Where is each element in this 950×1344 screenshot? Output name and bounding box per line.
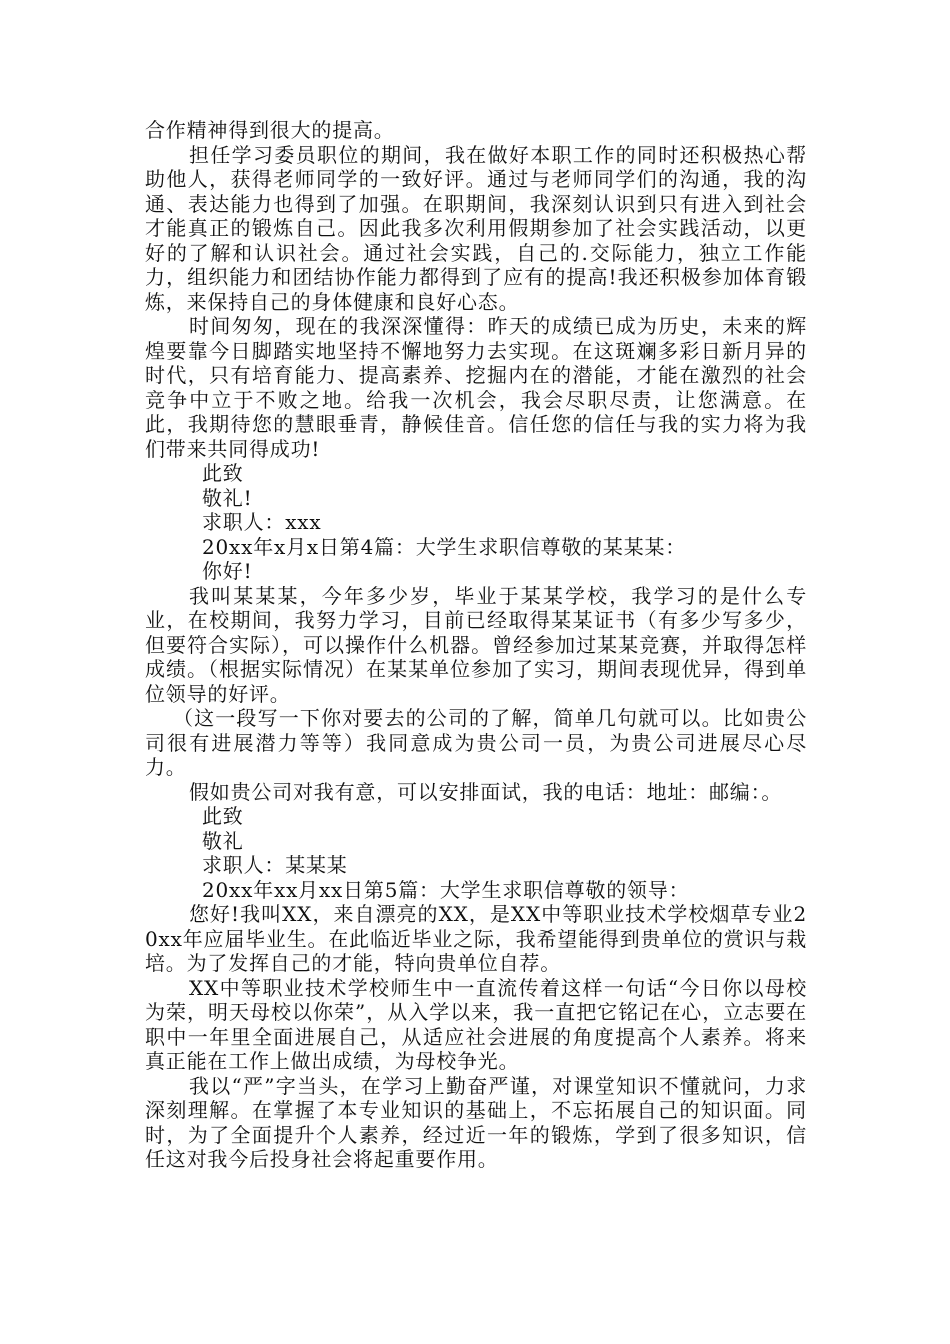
paragraph: XX中等职业技术学校师生中一直流传着这样一句话“今日你以母校为荣，明天母校以你荣”，从入学以来，我一直把它铭记在心，立志要在职中一年里全面进展自己，从适应社会进展的角度提高个人素养。将来真正能在工作上做出成绩，为母校争光。	[145, 975, 807, 1073]
date-heading-line: 20xx年xx月xx日第5篇：大学生求职信尊敬的领导：	[202, 877, 690, 902]
closing-line: 敬礼!	[202, 485, 253, 510]
paragraph: 我以“严”字当头，在学习上勤奋严谨，对课堂知识不懂就问，力求深刻理解。在掌握了本专业知识的基础上，不忘拓展自己的知识面。同时，为了全面提升个人素养，经过近一年的锻炼，学到了很多知识，信任这对我今后投身社会将起重要作用。	[145, 1073, 807, 1171]
paragraph: 时间匆匆，现在的我深深懂得：昨天的成绩已成为历史，未来的辉煌要靠今日脚踏实地坚持不懈地努力去实现。在这斑斓多彩日新月异的时代，只有培育能力、提高素养、挖掘内在的潜能，才能在激烈的社会竞争中立于不败之地。给我一次机会，我会尽职尽责，让您满意。在此，我期待您的慧眼垂青，静候佳音。信任您的信任与我的实力将为我们带来共同得成功!	[145, 314, 807, 461]
paragraph: 合作精神得到很大的提高。	[145, 118, 395, 142]
greeting-line: 你好!	[202, 559, 253, 583]
document-body	[145, 118, 807, 1172]
closing-line: 此致	[202, 804, 244, 828]
signature-line: 求职人：某某某	[202, 853, 348, 877]
date-heading-line: 20xx年x月x日第4篇：大学生求职信尊敬的某某某：	[202, 534, 687, 559]
paragraph: 担任学习委员职位的期间，我在做好本职工作的同时还积极热心帮助他人，获得老师同学的一致好评。通过与老师同学们的沟通，我的沟通、表达能力也得到了加强。在职期间，我深刻认识到只有进入到社会才能真正的锻炼自己。因此我多次利用假期参加了社会实践活动，以更好的了解和认识社会。通过社会实践，自己的.交际能力，独立工作能力，组织能力和团结协作能力都得到了应有的提高!我还积极参加体育锻炼，来保持自己的身体健康和良好心态。	[145, 142, 807, 314]
paragraph: 您好!我叫XX，来自漂亮的XX，是XX中等职业技术学校烟草专业20xx年应届毕业生。在此临近毕业之际，我希望能得到贵单位的赏识与栽培。为了发挥自己的才能，特向贵单位自荐。	[145, 902, 807, 975]
closing-line: 敬礼	[202, 828, 244, 853]
signature-line: 求职人：xxx	[202, 510, 322, 534]
paragraph: 我叫某某某，今年多少岁，毕业于某某学校，我学习的是什么专业，在校期间，我努力学习，目前已经取得某某证书（有多少写多少，但要符合实际），可以操作什么机器。曾经参加过某某竞赛，并取得怎样成绩。（根据实际情况）在某某单位参加了实习，期间表现优异，得到单位领导的好评。	[145, 583, 807, 706]
paragraph: 假如贵公司对我有意，可以安排面试，我的电话：地址：邮编：。	[189, 779, 783, 804]
paragraph: （这一段写一下你对要去的公司的了解，简单几句就可以。比如贵公司很有进展潜力等等）我同意成为贵公司一员，为贵公司进展尽心尽力。	[145, 706, 807, 779]
closing-line: 此致	[202, 461, 244, 485]
